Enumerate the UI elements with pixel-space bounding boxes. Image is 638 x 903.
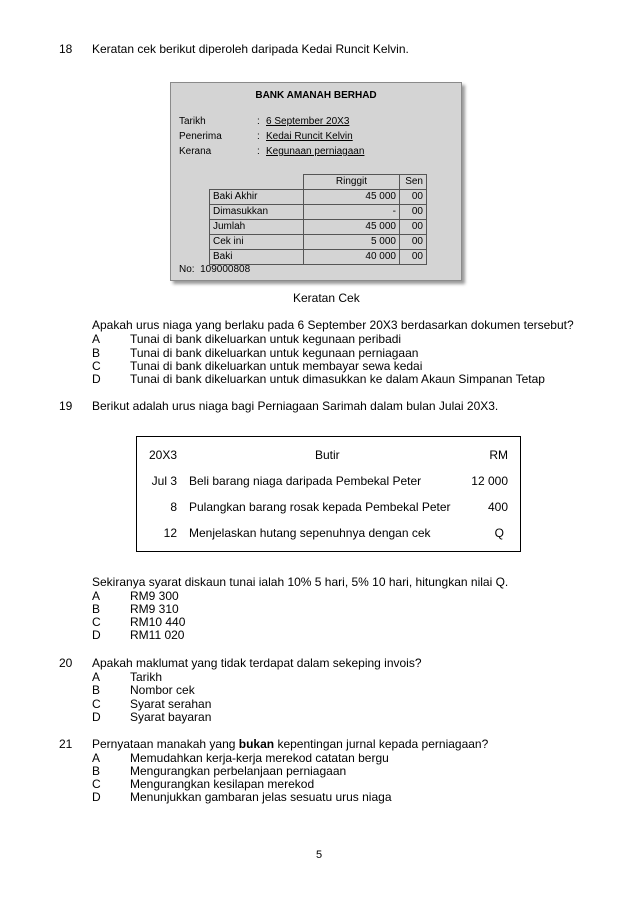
stub-row-sen: 00 bbox=[400, 235, 427, 250]
stub-table-row bbox=[210, 205, 427, 220]
q21-stem bbox=[92, 737, 488, 751]
stub-table-row bbox=[210, 235, 427, 250]
stub-table-header bbox=[210, 175, 427, 190]
stub-row-sen: 00 bbox=[400, 205, 427, 220]
stub-col-sen: Sen bbox=[400, 175, 427, 190]
stub-colon: : bbox=[257, 146, 260, 157]
option-letter: D bbox=[92, 790, 101, 804]
q18-question: Apakah urus niaga yang berlaku pada 6 September 20X3 berdasarkan dokumen tersebut? bbox=[92, 318, 574, 332]
option-text: RM9 300 bbox=[130, 589, 179, 603]
option-letter: D bbox=[92, 710, 101, 724]
table-row-date: 8 bbox=[170, 500, 177, 514]
q21-stem-part: Pernyataan manakah yang bbox=[92, 737, 239, 751]
table-head-date: 20X3 bbox=[149, 448, 178, 462]
q19-question: Sekiranya syarat diskaun tunai ialah 10% 5 hari, 5% 10 hari, hitungkan nilai Q. bbox=[92, 575, 509, 589]
stub-colon: : bbox=[257, 131, 260, 142]
q21-number: 21 bbox=[59, 737, 73, 751]
table-row-amount: Q bbox=[494, 526, 504, 540]
option-text: Syarat serahan bbox=[130, 697, 212, 711]
q20-stem: Apakah maklumat yang tidak terdapat dalam sekeping invois? bbox=[92, 656, 422, 670]
stub-colon: : bbox=[257, 116, 260, 127]
q20-number: 20 bbox=[59, 656, 73, 670]
stub-row-ringgit: 45 000 bbox=[304, 190, 400, 205]
stub-row-ringgit: 45 000 bbox=[304, 220, 400, 235]
table-row-amount: 12 000 bbox=[471, 474, 508, 488]
option-text: Syarat bayaran bbox=[130, 710, 212, 724]
stub-row-item: Baki bbox=[210, 250, 304, 265]
option-text: Tunai di bank dikeluarkan untuk kegunaan perniagaan bbox=[130, 346, 419, 360]
table-row-desc: Pulangkan barang rosak kepada Pembekal Peter bbox=[189, 500, 451, 514]
stub-row-ringgit: - bbox=[304, 205, 400, 220]
stub-bank-name: BANK AMANAH BERHAD bbox=[255, 90, 377, 101]
stub-table-row bbox=[210, 190, 427, 205]
option-letter: B bbox=[92, 683, 101, 697]
table-row-date: Jul 3 bbox=[151, 474, 177, 488]
q19-stem: Berikut adalah urus niaga bagi Perniagaan Sarimah dalam bulan Julai 20X3. bbox=[92, 399, 499, 413]
option-letter: B bbox=[92, 602, 101, 616]
stub-row-sen: 00 bbox=[400, 220, 427, 235]
page-number: 5 bbox=[316, 849, 323, 861]
table-row-desc: Menjelaskan hutang sepenuhnya dengan cek bbox=[189, 526, 431, 540]
option-text: Nombor cek bbox=[130, 683, 195, 697]
stub-row-item: Jumlah bbox=[210, 220, 304, 235]
transaction-table bbox=[136, 436, 521, 552]
option-letter: D bbox=[92, 628, 101, 642]
option-text: Tunai di bank dikeluarkan untuk membayar sewa kedai bbox=[130, 359, 423, 373]
q18-number: 18 bbox=[59, 42, 73, 56]
stub-row-sen: 00 bbox=[400, 250, 427, 265]
stub-row-item: Cek ini bbox=[210, 235, 304, 250]
option-letter: A bbox=[92, 751, 101, 765]
stub-label-kerana: Kerana bbox=[179, 146, 212, 157]
option-text: RM9 310 bbox=[130, 602, 179, 616]
stub-value-tarikh: 6 September 20X3 bbox=[266, 116, 350, 127]
option-text: RM10 440 bbox=[130, 615, 186, 629]
option-letter: A bbox=[92, 332, 101, 346]
stub-table bbox=[209, 174, 427, 265]
option-letter: B bbox=[92, 764, 101, 778]
option-letter: C bbox=[92, 777, 101, 791]
option-letter: C bbox=[92, 359, 101, 373]
stub-row-ringgit: 5 000 bbox=[304, 235, 400, 250]
option-text: Tunai di bank dikeluarkan untuk kegunaan peribadi bbox=[130, 332, 402, 346]
q21-stem-bold: bukan bbox=[238, 737, 275, 751]
table-row-desc: Beli barang niaga daripada Pembekal Peter bbox=[189, 474, 422, 488]
table-row-amount: 400 bbox=[487, 500, 508, 514]
option-letter: A bbox=[92, 589, 101, 603]
q21-stem-part: kepentingan jurnal kepada perniagaan? bbox=[274, 737, 489, 751]
option-letter: A bbox=[92, 670, 101, 684]
option-text: Mengurangkan kesilapan merekod bbox=[130, 777, 315, 791]
option-text: Memudahkan kerja-kerja merekod catatan bergu bbox=[130, 751, 389, 765]
cheque-stub bbox=[170, 82, 462, 281]
option-letter: C bbox=[92, 697, 101, 711]
stub-row-item: Baki Akhir bbox=[210, 190, 304, 205]
stub-row-sen: 00 bbox=[400, 190, 427, 205]
option-text: Menunjukkan gambaran jelas sesuatu urus niaga bbox=[130, 790, 392, 804]
option-letter: B bbox=[92, 346, 101, 360]
stub-value-kerana: Kegunaan perniagaan bbox=[266, 146, 365, 157]
stub-table-row bbox=[210, 250, 427, 265]
stub-caption: Keratan Cek bbox=[293, 291, 360, 305]
option-text: Mengurangkan perbelanjaan perniagaan bbox=[130, 764, 347, 778]
option-text: Tarikh bbox=[130, 670, 163, 684]
table-head-desc: Butir bbox=[315, 448, 340, 462]
table-row-date: 12 bbox=[163, 526, 177, 540]
stub-col-ringgit: Ringgit bbox=[304, 175, 400, 190]
stub-label-tarikh: Tarikh bbox=[179, 116, 206, 127]
q19-number: 19 bbox=[59, 399, 73, 413]
q18-stem: Keratan cek berikut diperoleh daripada Kedai Runcit Kelvin. bbox=[92, 42, 409, 56]
option-letter: C bbox=[92, 615, 101, 629]
stub-label-penerima: Penerima bbox=[179, 131, 222, 142]
option-text: Tunai di bank dikeluarkan untuk dimasukkan ke dalam Akaun Simpanan Tetap bbox=[130, 372, 545, 386]
stub-number: No: 109000808 bbox=[179, 264, 251, 275]
stub-row-item: Dimasukkan bbox=[210, 205, 304, 220]
option-text: RM11 020 bbox=[130, 628, 185, 642]
stub-row-ringgit: 40 000 bbox=[304, 250, 400, 265]
option-letter: D bbox=[92, 372, 101, 386]
stub-table-row bbox=[210, 220, 427, 235]
stub-value-penerima: Kedai Runcit Kelvin bbox=[266, 131, 353, 142]
table-head-amount: RM bbox=[489, 448, 508, 462]
